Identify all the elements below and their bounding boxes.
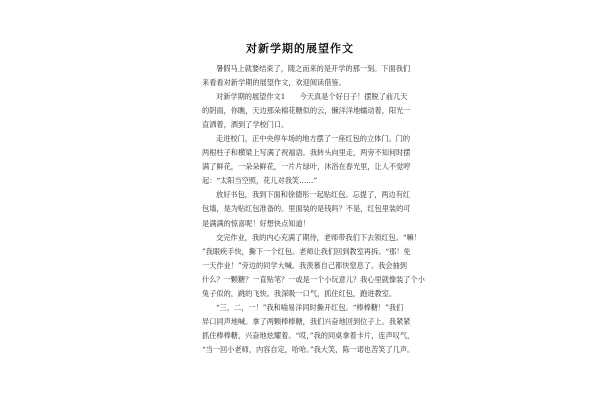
body-line: 一天作业！”旁边的同学大喊。我羡慕自己都快窒息了。我会抽到 — [202, 260, 407, 270]
body-line: 来看看对新学期的展望作文，欢迎阅读借鉴。 — [202, 78, 346, 88]
body-line: 两根柱子和横梁上写满了祝福语。我转头向里走，两旁不知何时摆 — [202, 148, 411, 158]
body-line: 起：“太阳当空照，花儿对我笑……” — [202, 176, 318, 186]
body-line: 直洒着，洒到了学校门口。 — [202, 120, 289, 130]
document-title: 对新学期的展望作文 — [246, 42, 354, 55]
body-line: 什么？一颗糖？一直贴笔？一或是一个小玩意儿？我心里就像装了个小 — [202, 274, 425, 284]
body-line: 兔子似的，跳的飞快。我深吸一口气，抓住红包，跑进教室。 — [202, 288, 397, 298]
body-line: 对新学期的展望作文1 今天真是个好日子！摆脱了前几天 — [216, 92, 408, 102]
body-line: 交完作业，我的内心充满了期待，老师带我们下去领红包。“嘛！ — [216, 232, 421, 242]
body-line: “当一回小老师，内容自定，哈哈。”我大笑，陈一诺也苦笑了几声。 — [202, 344, 415, 354]
body-line: 是满满的惊喜呢！好想快点知道！ — [202, 218, 310, 228]
body-line: 放好书包，我到下面和徐德彤一起贴红包。忘提了，两边有红 — [216, 190, 411, 200]
document-body — [202, 62, 425, 357]
body-line: 的阴雨，你瞧，天边那朵棉花糖似的云，懒洋洋地蠕动着，阳光一 — [202, 106, 411, 116]
body-line: 抓住棒棒糖，兴奋地炫耀着。“哎，”我的同桌拿着卡片，连声叹气， — [202, 330, 415, 340]
body-line: 包墙，是为贴红包准备的。里面装的是钱吗？不是，红包里装的可 — [202, 204, 411, 214]
body-line: 走进校门，正中央停车场的地方摆了一座红包的立体门。门的 — [216, 134, 411, 144]
body-line: 暑假马上就要结束了，随之而来的是开学的那一刻。下面我们 — [216, 64, 411, 73]
body-line: “三，二，一！”我和喻易洋同时撕开红包。“棒棒糖！”我们 — [216, 302, 404, 312]
body-line: ”我眼疾手快，撕下一个红包。老师让我们回到教室再拆。“那！免 — [202, 246, 411, 256]
body-line: 满了鲜花，一朵朵鲜花，一片片绿叶，沐浴在春光里，让人不觉哼 — [202, 162, 411, 172]
body-line: 异口同声地喊。拿了两颗棒棒糖，我们兴奋地回到位子上。我紧紧 — [202, 316, 411, 326]
